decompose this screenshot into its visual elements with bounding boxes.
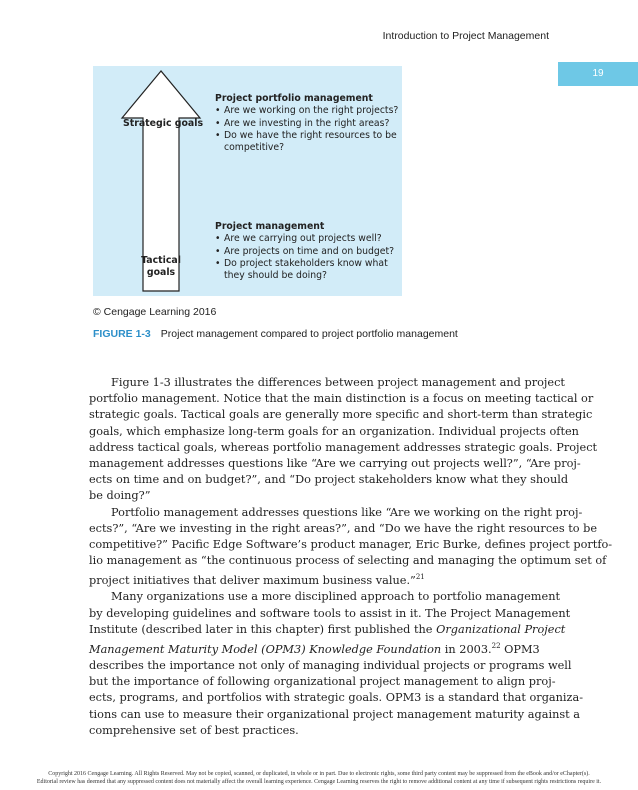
text-line: be doing?” [89,489,151,503]
text-line: comprehensive set of best practices. [89,723,299,737]
text-line [89,638,550,658]
text-line: Figure 1-3 illustrates the differences between project management and project [111,376,565,389]
text-line: Portfolio management addresses questions like “Are we working on the right proj- [111,505,583,519]
text-line: goals, which emphasize long-term goals for an organization. Individual projects often [89,424,579,438]
paragraph-2 [89,505,613,590]
figure-1-3 [93,66,402,296]
book-title: Organizational Project [436,622,566,636]
text-segment: Institute (described later in this chapter) first published the [89,622,437,636]
text-line: ects on time and on budget?”, and “Do project stakeholders know what they should [89,473,569,487]
note-ref: 21 [415,573,425,582]
running-head: Introduction to Project Management [382,30,549,42]
bullet: • [215,105,221,117]
paragraph-3 [89,589,584,739]
list-item [215,233,400,245]
paragraph-1 [89,375,598,505]
text-segment: project initiatives that deliver maximum business value.” [89,574,416,588]
portfolio-management-block [215,93,400,154]
figure-number: FIGURE 1-3 [93,328,151,340]
tactical-label-line1: Tactical [141,255,181,266]
list-item-text: Do we have the right resources to be competitive? [224,129,397,154]
text-line: describes the importance not only of managing individual projects or programs well [89,658,572,672]
text-line: ects?”, “Are we investing in the right areas?”, and “Do we have the right resources to be [89,521,598,535]
tactical-label-line2: goals [146,267,176,278]
figure-caption [93,328,458,340]
bullet: • [215,257,221,269]
text-line: lio management as “the continuous process of selecting and managing the optimum set of [89,554,607,568]
project-heading: Project management [215,221,325,232]
list-item [215,105,400,117]
text-line: portfolio management. Notice that the main distinction is a focus on meeting tactical or [89,392,594,406]
list-item-text: Do project stakeholders know what they should be doing? [224,257,388,282]
bullet: • [215,129,221,141]
text-line: but the importance of following organizational project management to align proj- [89,675,556,689]
list-item-text: Are we working on the right projects? [224,105,399,117]
text-line: strategic goals. Tactical goals are generally more specific and short-term than strategic [89,408,593,422]
list-item [215,118,400,130]
note-ref: 22 [491,642,501,651]
page-number-tab: 19 [558,62,638,86]
tactical-goals-label [135,255,187,279]
list-item [215,258,400,283]
text-line: ects, programs, and portfolios with strategic goals. OPM3 is a standard that organiza- [89,691,584,705]
text-segment: in 2003. [441,642,492,656]
list-item [215,130,400,155]
book-title: Management Maturity Model (OPM3) Knowledge Foundation [89,642,442,656]
list-item-text: Are projects on time and on budget? [224,245,395,257]
text-line: management addresses questions like “Are we carrying out projects well?”, “Are proj- [89,457,581,471]
text-line: competitive?” Pacific Edge Software’s product manager, Eric Burke, defines project portfo- [89,538,613,552]
project-management-block [215,221,400,282]
bullet: • [215,117,221,129]
list-item-text: Are we investing in the right areas? [224,117,390,129]
footer-line: Copyright 2016 Cengage Learning. All Rights Reserved. May not be copied, scanned, or duplicated, in whole or in part. Due to electronic rights, some third party content may be suppressed from the eBook and/or eChapter(s). [48,771,590,777]
footer-line: Editorial review has deemed that any suppressed content does not materially affect the overall learning experience. Cengage Learning reserves the right to remove additional content at any time if subsequent rights restrictions require it. [36,779,602,785]
text-line: by developing guidelines and software tools to assist in it. The Project Management [89,606,571,620]
bullet: • [215,233,221,245]
figure-credit: © Cengage Learning 2016 [93,306,217,318]
bullet: • [215,245,221,257]
list-item [215,246,400,258]
copyright-footer [0,770,638,786]
list-item-text: Are we carrying out projects well? [224,233,382,245]
portfolio-heading: Project portfolio management [215,93,373,104]
text-line: address tactical goals, whereas portfolio management addresses strategic goals. Project [89,440,598,454]
strategic-goals-label: Strategic goals [123,118,204,129]
text-segment: OPM3 [500,642,540,656]
text-line: tions can use to measure their organizational project management maturity against a [89,707,581,721]
body-text [89,375,613,739]
text-line [89,569,550,589]
text-line: Many organizations use a more disciplined approach to portfolio management [111,590,561,604]
text-line [89,622,566,638]
caption-text: Project management compared to project portfolio management [160,328,458,340]
